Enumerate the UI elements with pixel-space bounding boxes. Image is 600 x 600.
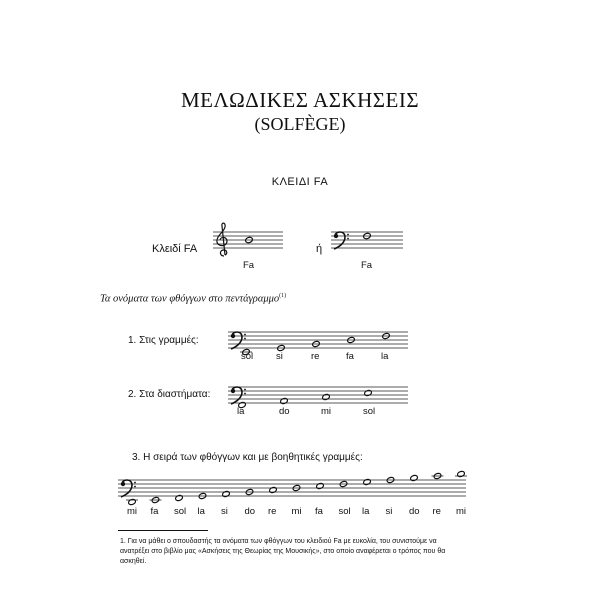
note-label: Fa [243,260,255,271]
note-label: do [279,406,290,417]
note-label: mi [127,506,138,517]
note-label: re [311,351,320,362]
clef-icon [217,223,227,256]
note-head [457,470,465,477]
section-lines-label: 1. Στις γραμμές: [128,335,199,346]
note-head [316,482,324,489]
note-label: re [268,506,277,517]
note-label: do [244,506,256,517]
staff-spaces [228,381,408,421]
note-label: la [237,406,245,417]
note-label: do [409,506,420,517]
note-label: sol [338,506,351,517]
note-label: si [221,506,228,517]
clef-example-staff-1 [213,228,283,278]
note-label: la [362,506,370,517]
note-label: sol [174,506,187,517]
note-head [322,393,330,400]
bass-clef-icon [231,387,246,404]
or-label: ή [316,243,323,255]
clef-example-staff-2 [331,228,403,278]
footnote-rule [118,530,208,531]
note-label: fa [315,506,323,517]
note-label: sol [241,351,254,362]
staff-scale [118,462,466,522]
intro-text: Τα ονόματα των φθόγγων στο πεντάγραμμο$^{(1)}$ [100,293,287,305]
note-head [269,486,277,493]
note-label: la [197,506,205,517]
note-head [222,490,230,497]
note-label: mi [291,506,302,517]
note-head [128,498,136,505]
bass-clef-icon [334,232,349,249]
clef-label: Κλειδί FA [152,243,198,255]
note-label: mi [321,406,332,417]
note-label: mi [456,506,467,517]
note-head [363,478,371,485]
note-label: si [276,351,283,362]
note-head [280,397,288,404]
note-label: re [432,506,441,517]
note-label: fa [150,506,159,517]
note-head [364,389,372,396]
section-scale-label: 3. Η σειρά των φθόγγων και με βοηθητικές γραμμές: [132,452,363,463]
page-title: ΜΕΛΩΔΙΚΕΣ ΑΣΚΗΣΕΙΣ [180,88,420,112]
staff-lines [228,326,408,366]
footnote: 1. Για να μάθει ο σπουδαστής τα ονόματα των φθόγγων του κλειδιού Fa με ευκολία, του συνιστούμε να ανατρέξει στο βιβλίο μας «Ασκήσεις της Θεωρίας της Μουσικής», στο οποίο αναφέρεται ο τρόπος που θα ασκηθεί. [120,538,446,565]
page-subtitle: (SOLFÈGE) [254,114,346,134]
note-head [175,494,183,501]
section-spaces-label: 2. Στα διαστήματα: [128,389,211,400]
note-label: si [385,506,393,517]
clef-heading: ΚΛΕΙΔΙ FA [271,176,329,188]
bass-clef-icon [121,480,136,497]
bass-clef-icon [231,332,246,349]
note-label: sol [363,406,376,417]
note-label: Fa [361,260,373,271]
note-label: fa [346,351,354,362]
note-head [410,474,418,481]
note-label: la [381,351,389,362]
